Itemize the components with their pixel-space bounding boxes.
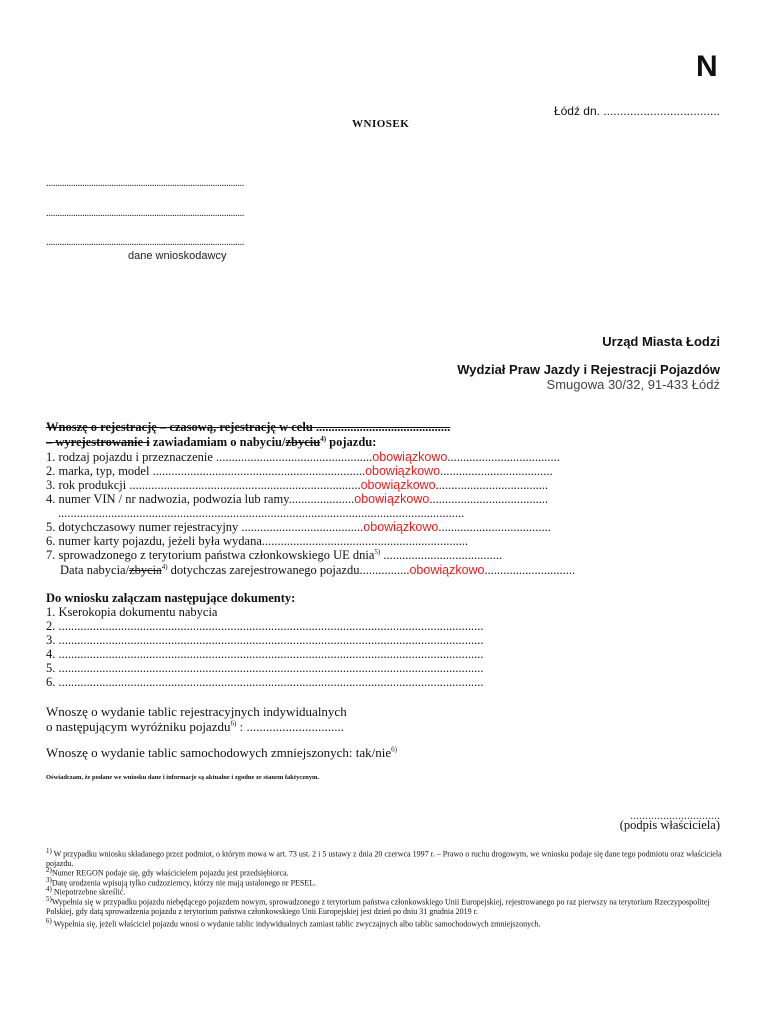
applicant-line-1[interactable]: ........................................................................................ <box>46 177 244 189</box>
footnote-text: Numer REGON podaje się, gdy właścicielem pojazdu jest przedsiębiorca. <box>51 868 289 878</box>
recipient-department: Wydział Praw Jazdy i Rejestracji Pojazdów <box>457 362 720 377</box>
field-dots: ...................................... <box>380 548 503 563</box>
field-dots: .................................... <box>435 478 549 492</box>
footnote-ref: 5) <box>374 548 381 556</box>
attachment-item-2[interactable]: 2. ........................................................................................................................................ <box>46 619 484 633</box>
footnote-number: 6) <box>46 917 52 925</box>
footnote-ref: 6) <box>391 745 397 754</box>
date-line[interactable]: Łódź dn. ................................... <box>553 104 720 118</box>
declaration: Oświadczam, że podane we wniosku dane i informacje są aktualne i zgodne ze stanem faktycznym. <box>46 774 319 781</box>
applicant-line-3[interactable]: ........................................................................................ <box>46 236 244 248</box>
request-strike-1: – wyrejestrowanie i <box>46 435 150 450</box>
field-dots: .................................... <box>438 520 551 534</box>
vehicle-field-7[interactable] <box>46 548 502 563</box>
request-line-1: Wnoszę o rejestrację – czasową, rejestrację w celu ........................................... <box>46 420 451 434</box>
field-label: Data nabycia/ <box>60 563 130 578</box>
request-text-2: pojazdu: <box>326 435 377 450</box>
vehicle-field-1[interactable] <box>46 450 560 465</box>
acquisition-date-field[interactable] <box>60 563 575 578</box>
request-text-1: zawiadamiam o nabyciu/ <box>149 435 286 450</box>
form-letter-code: N <box>696 50 718 83</box>
request-line-2 <box>46 435 376 450</box>
field-dots: ...................................... <box>429 492 549 506</box>
field-label: 4. numer VIN / nr nadwozia, podwozia lub ramy..................... <box>46 492 355 506</box>
footnote-number: 3) <box>46 876 52 884</box>
footnote-5 <box>46 895 726 916</box>
field-label: 7. sprowadzonego z terytorium państwa członkowskiego UE dnia <box>46 548 375 563</box>
footnote-6 <box>46 917 726 929</box>
vehicle-field-6[interactable]: 6. numer karty pojazdu, jeżeli była wydana.................................................................. <box>46 534 469 548</box>
page-title: WNIOSEK <box>352 118 410 130</box>
footnote-1 <box>46 847 726 868</box>
footnote-text: Niepotrzebne skreślić. <box>53 887 126 897</box>
recipient-address: Smugowa 30/32, 91-433 Łódź <box>546 377 720 392</box>
small-plates-request[interactable] <box>46 745 397 761</box>
field-dots: .................................... <box>440 464 553 478</box>
required-marker: obowiązkowo <box>365 464 441 478</box>
strike-word: zbycia <box>129 563 162 578</box>
footnote-ref: 4) <box>320 435 327 443</box>
signature-field[interactable]: .............................. <box>630 808 720 822</box>
footnote-number: 1) <box>46 847 52 855</box>
footnote-number: 5) <box>46 895 52 903</box>
footnote-text: Datę urodzenia wpisują tylko cudzoziemcy, którzy nie mają ustalonego nr PESEL. <box>51 878 317 888</box>
field-label: 3. rok produkcji .......................................................................... <box>46 478 361 492</box>
vehicle-field-3[interactable] <box>46 478 548 493</box>
recipient-office: Urząd Miasta Łodzi <box>602 334 720 349</box>
required-marker: obowiązkowo <box>360 478 436 492</box>
footnote-text: Wypełnia się, jeżeli właściciel pojazdu wnosi o wydanie tablic indywidualnych zamiast tablic zwyczajnych albo tablic samochodowych zmniejszonych. <box>53 919 541 929</box>
required-marker: obowiązkowo <box>409 563 485 578</box>
footnote-ref: 4) <box>161 563 168 571</box>
attachment-item-6[interactable]: 6. ........................................................................................................................................ <box>46 675 484 689</box>
vehicle-field-4-continuation[interactable]: .................................................................................................................................. <box>58 506 465 520</box>
footnote-text: W przypadku wniosku składanego przez podmiot, o którym mowa w art. 73 ust. 2 i 5 ustawy z dnia 20 czerwca 1997 r. – Prawo o ruchu drogowym, we wniosku podaje się dane tego podmiotu oraz właściciela pojazdu. <box>46 849 722 868</box>
required-marker: obowiązkowo <box>372 450 448 464</box>
field-label: dotychczas zarejestrowanego pojazdu................ <box>167 563 410 578</box>
attachment-item-4[interactable]: 4. ........................................................................................................................................ <box>46 647 484 661</box>
required-marker: obowiązkowo <box>363 520 439 534</box>
signature-label: (podpis właściciela) <box>619 818 720 832</box>
applicant-caption: dane wnioskodawcy <box>128 250 227 262</box>
attachments-heading: Do wniosku załączam następujące dokumenty: <box>46 591 296 605</box>
footnote-number: 4) <box>46 885 52 893</box>
vehicle-field-5[interactable] <box>46 520 551 535</box>
field-label: 5. dotychczasowy numer rejestracyjny ....................................... <box>46 520 364 534</box>
field-dots: ............................. <box>484 563 576 578</box>
plates-request-line-2[interactable] <box>46 719 344 735</box>
footnote-ref: 6) <box>230 719 237 728</box>
attachment-item-5[interactable]: 5. ........................................................................................................................................ <box>46 661 484 675</box>
request-strike-2: zbyciu <box>285 435 321 450</box>
applicant-line-2[interactable]: ........................................................................................ <box>46 207 244 219</box>
required-marker: obowiązkowo <box>354 492 430 506</box>
footnote-text: Wypełnia się w przypadku pojazdu niebędącego pojazdem nowym, sprowadzonego z terytorium państwa członkowskiego Unii Europejskiej, rejestrowanego po raz pierwszy na terytorium Rzeczypospolitej Polskiej, gdy datą sprowadzenia pojazdu z terytorium państwa członkowskiego Unii Europejskiej jest dzień po dniu 31 grudnia 2019 r. <box>46 897 710 916</box>
field-label: Wnoszę o wydanie tablic samochodowych zmniejszonych: tak/nie <box>46 745 392 760</box>
field-dots: : .............................. <box>236 719 344 734</box>
field-label: 1. rodzaj pojazdu i przeznaczenie .................................................. <box>46 450 373 464</box>
plates-request-line-1: Wnoszę o wydanie tablic rejestracyjnych indywidualnych <box>46 704 347 719</box>
footnote-number: 2) <box>46 866 52 874</box>
field-dots: .................................... <box>447 450 560 464</box>
field-label: o następującym wyróżniku pojazdu <box>46 719 231 734</box>
vehicle-field-2[interactable] <box>46 464 553 479</box>
vehicle-field-4[interactable] <box>46 492 548 507</box>
attachment-item-1: 1. Kserokopia dokumentu nabycia <box>46 605 218 619</box>
attachment-item-3[interactable]: 3. ........................................................................................................................................ <box>46 633 484 647</box>
field-label: 2. marka, typ, model .................................................................... <box>46 464 366 478</box>
